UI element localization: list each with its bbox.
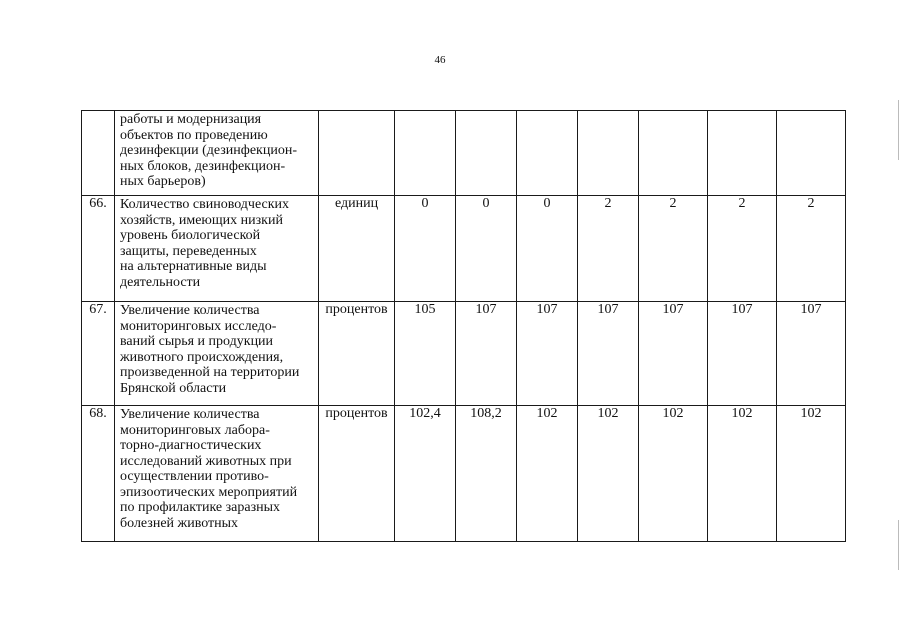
scan-edge-mark: [898, 100, 899, 160]
value-cell: [456, 111, 517, 196]
indicator-name-line: на альтернативные виды: [120, 259, 267, 274]
indicator-name-line: произведенной на территории: [120, 365, 300, 380]
value-cell: 2: [639, 196, 708, 302]
value-cell: 107: [639, 302, 708, 406]
row-number-cell: 68.: [82, 406, 115, 542]
indicator-name-line: объектов по проведению: [120, 127, 268, 143]
value-cell: 0: [395, 196, 456, 302]
indicator-name-line: Увеличение количества: [120, 407, 260, 422]
indicator-name-line: ных барьеров): [120, 174, 206, 189]
indicator-name-line: хозяйств, имеющих низкий: [120, 212, 283, 228]
indicator-name-line: мониторинговых исследо-: [120, 318, 277, 334]
indicator-name-line: уровень биологической: [120, 228, 261, 243]
indicator-name-line: работы и модернизация: [120, 112, 262, 127]
value-cell: [395, 111, 456, 196]
value-cell: [708, 111, 777, 196]
row-number-cell: 66.: [82, 196, 115, 302]
value-cell: 102: [639, 406, 708, 542]
indicator-name-line: защиты, переведенных: [120, 243, 257, 259]
value-cell: 107: [517, 302, 578, 406]
indicator-name-line: Увеличение количества: [120, 303, 260, 318]
value-cell: 102: [708, 406, 777, 542]
indicator-name-line: Количество свиноводческих: [120, 197, 290, 212]
value-cell: 0: [456, 196, 517, 302]
unit-cell: процентов: [319, 302, 395, 406]
indicator-name-line: осуществлении противо-: [120, 469, 269, 484]
indicator-table: [81, 110, 846, 542]
table-row: [82, 302, 846, 406]
unit-cell: единиц: [319, 196, 395, 302]
indicator-name-line: болезней животных: [120, 515, 239, 531]
table-row: [82, 406, 846, 542]
indicator-name-cell: [115, 302, 319, 406]
value-cell: [777, 111, 846, 196]
indicator-name-line: исследований животных при: [120, 453, 292, 469]
value-cell: [578, 111, 639, 196]
indicator-name-line: ных блоков, дезинфекцион-: [120, 158, 286, 174]
value-cell: 2: [708, 196, 777, 302]
value-cell: 107: [777, 302, 846, 406]
indicator-name-line: мониторинговых лабора-: [120, 422, 270, 438]
value-cell: 107: [578, 302, 639, 406]
value-cell: 102: [517, 406, 578, 542]
indicator-name-line: деятельности: [120, 274, 201, 290]
indicator-name-line: Брянской области: [120, 380, 227, 396]
indicator-name-cell: [115, 111, 319, 196]
unit-cell: процентов: [319, 406, 395, 542]
table-row: [82, 111, 846, 196]
value-cell: 0: [517, 196, 578, 302]
indicator-name-line: дезинфекции (дезинфекцион-: [120, 143, 297, 158]
indicator-name-cell: [115, 406, 319, 542]
value-cell: 108,2: [456, 406, 517, 542]
unit-cell: [319, 111, 395, 196]
value-cell: 107: [708, 302, 777, 406]
value-cell: 2: [578, 196, 639, 302]
scan-edge-mark: [898, 520, 899, 570]
row-number-cell: [82, 111, 115, 196]
value-cell: 102,4: [395, 406, 456, 542]
value-cell: 107: [456, 302, 517, 406]
indicator-name-line: животного происхождения,: [120, 349, 284, 365]
value-cell: 2: [777, 196, 846, 302]
indicator-name-cell: [115, 196, 319, 302]
page-number: 46: [434, 54, 446, 66]
indicator-name-line: эпизоотических мероприятий: [120, 484, 298, 500]
value-cell: 102: [777, 406, 846, 542]
indicator-name-line: торно-диагностических: [120, 438, 262, 453]
value-cell: 105: [395, 302, 456, 406]
value-cell: [517, 111, 578, 196]
value-cell: [639, 111, 708, 196]
table-row: [82, 196, 846, 302]
indicator-name-line: по профилактике заразных: [120, 500, 281, 515]
indicator-name-line: ваний сырья и продукции: [120, 334, 274, 349]
value-cell: 102: [578, 406, 639, 542]
row-number-cell: 67.: [82, 302, 115, 406]
